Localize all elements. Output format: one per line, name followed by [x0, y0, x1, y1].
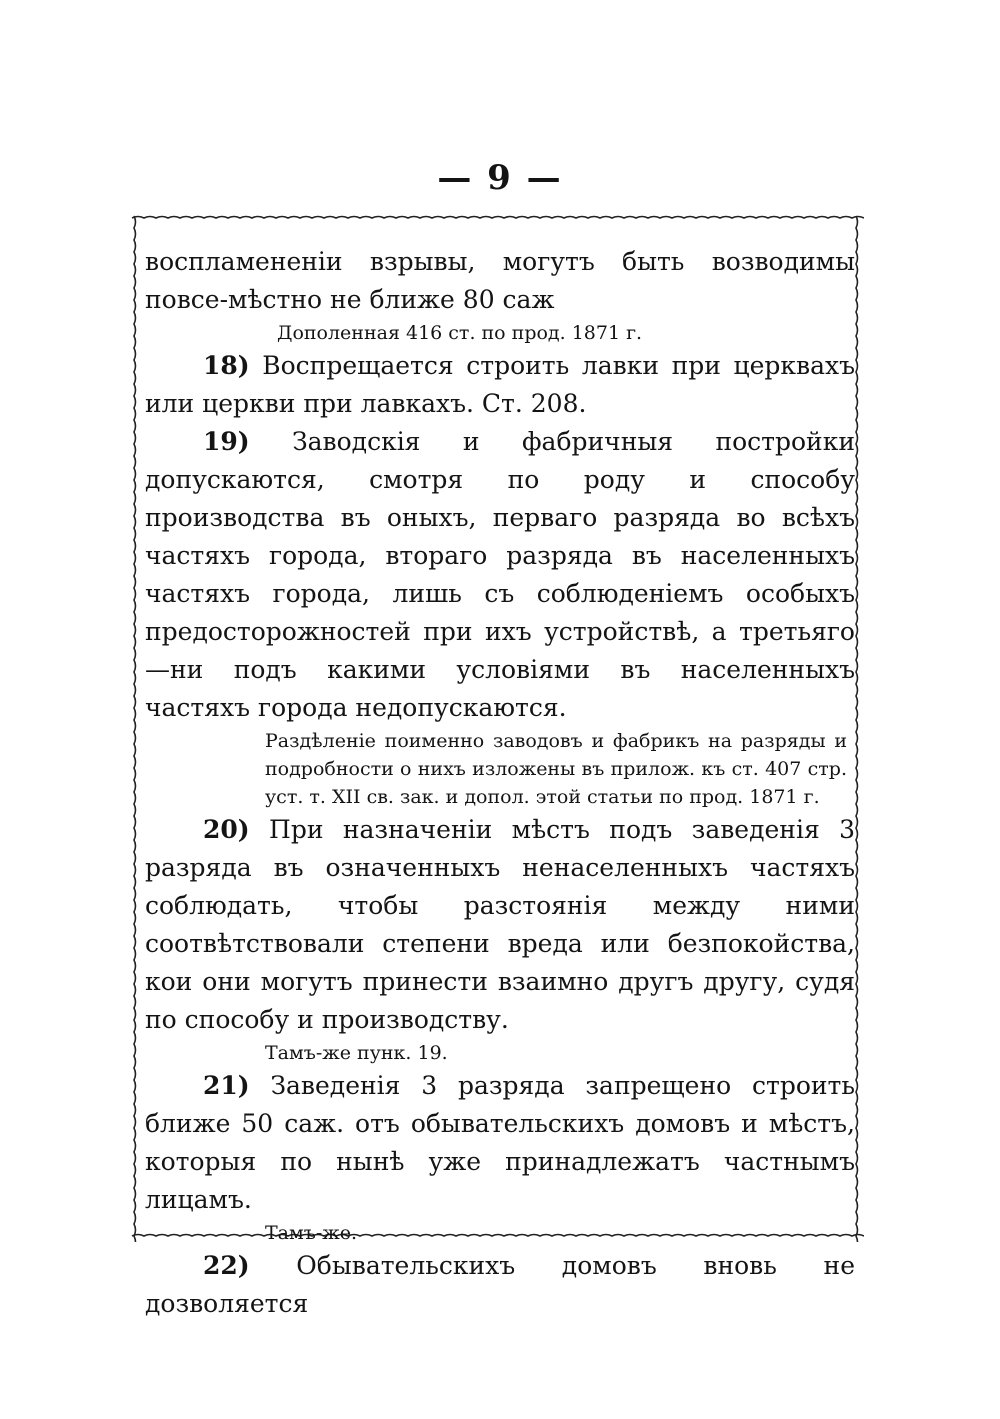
article-number: 19): [203, 427, 250, 456]
reference-note: Раздѣленіе поименно заводовъ и фабрикъ на разряды и подробности о нихъ изложены въ прилож. къ ст. 407 стр. уст. т. XII св. зак. и допол. этой статьи по прод. 1871 г.: [265, 730, 847, 808]
article-text: Воспрещается строить лавки при церквахъ или церкви при лавкахъ. Ст. 208.: [145, 351, 856, 418]
paragraph-22: [145, 1247, 855, 1323]
article-number: 22): [203, 1251, 250, 1280]
paragraph-19: [145, 423, 855, 727]
reference-note: Тамъ-же.: [265, 1222, 358, 1244]
article-text: При назначеніи мѣстъ подъ заведенія 3 разряда въ означенныхъ ненаселенныхъ частяхъ соблюдать, чтобы разстоянія между ними соотвѣтствовали степени вреда или безпокойства, кои они могутъ принести взаимно другъ другу, судя по способу и производству.: [145, 815, 855, 1034]
reference-note: Дополенная 416 ст. по прод. 1871 г.: [277, 322, 643, 344]
article-text: Заводскія и фабричныя постройки допускаются, смотря по роду и способу производства въ оныхъ, перваго разряда во всѣхъ частяхъ города, втораго разряда въ населенныхъ частяхъ города, лишь съ соблюденіемъ особыхъ предосторожностей при ихъ устройствѣ, а третьяго—ни подъ какими условіями въ населенныхъ частяхъ города недопускаются.: [145, 427, 856, 722]
border-right: [856, 216, 858, 1242]
paragraph-20: [145, 811, 855, 1039]
article-number: 18): [203, 351, 250, 380]
page-number: — 9 —: [437, 158, 563, 198]
paragraph-continuation: воспламененіи взрывы, могутъ быть возводимы повсе-мѣстно не ближе 80 саж: [145, 247, 855, 314]
paragraph-18: [145, 347, 855, 423]
article-text: Заведенія 3 разряда запрещено строить ближе 50 саж. отъ обывательскихъ домовъ и мѣстъ, которыя по нынѣ уже принадлежатъ частнымъ лицамъ.: [145, 1071, 855, 1214]
page-body: [145, 243, 855, 1323]
reference-note: Тамъ-же пунк. 19.: [265, 1042, 448, 1064]
paragraph-21: [145, 1067, 855, 1219]
article-number: 20): [203, 815, 250, 844]
border-top: [132, 217, 864, 219]
article-number: 21): [203, 1071, 250, 1100]
border-left: [134, 216, 136, 1242]
article-text: Обывательскихъ домовъ вновь не дозволяется: [145, 1251, 855, 1318]
